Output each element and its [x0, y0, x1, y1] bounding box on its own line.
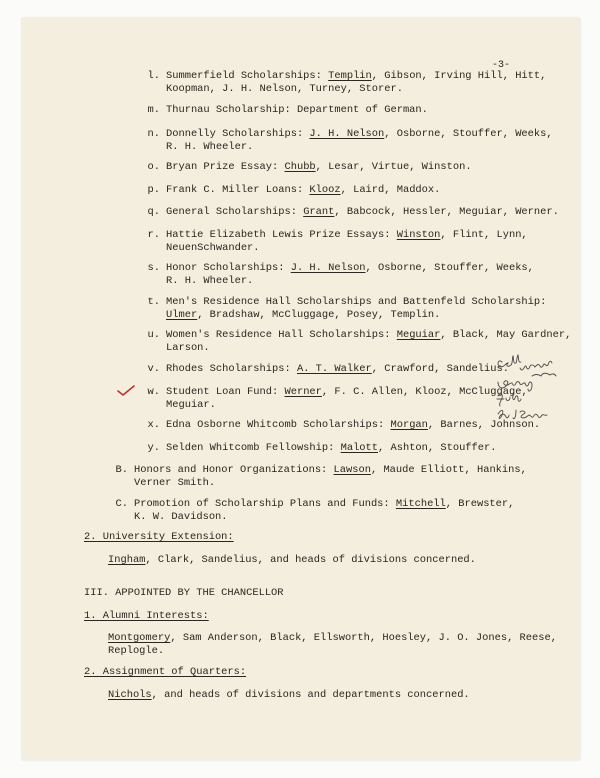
text-line	[166, 363, 509, 376]
item-letter: p.	[147, 184, 160, 196]
text-line	[166, 229, 528, 242]
text-line	[166, 161, 472, 174]
item-text	[166, 161, 472, 174]
text-line	[134, 477, 527, 490]
text-line	[166, 70, 546, 83]
text-line	[166, 309, 546, 322]
text-run: Edna Osborne Whitcomb Scholarships:	[166, 419, 391, 431]
item-letter: l.	[147, 70, 160, 82]
text-run: Thurnau Scholarship: Department of German.	[166, 104, 428, 116]
chair-name: Ulmer	[166, 308, 198, 321]
chair-name: Mitchell	[395, 498, 446, 510]
item-letter: x.	[147, 419, 160, 431]
text-run: Koopman, J. H. Nelson, Turney, Storer.	[166, 82, 403, 95]
text-line	[166, 296, 546, 309]
alumni-members	[108, 632, 557, 657]
text-line	[166, 275, 534, 288]
item-text	[166, 386, 528, 411]
text-run: Verner Smith.	[134, 476, 216, 489]
text-line	[166, 104, 428, 117]
item-letter: s.	[147, 262, 160, 274]
item-letter: w.	[147, 386, 160, 398]
section-letter: B.	[115, 464, 128, 476]
section-text	[134, 464, 527, 489]
text-line	[134, 511, 514, 524]
item-text	[166, 296, 546, 321]
extension-heading: 2. University Extension:	[84, 531, 234, 543]
text-run: Hattie Elizabeth Lewis Prize Essays:	[166, 229, 397, 241]
text-run: Women's Residence Hall Scholarships:	[166, 329, 397, 341]
item-text	[166, 329, 571, 354]
chair-name: Ingham	[108, 554, 146, 566]
quarters-heading: 2. Assignment of Quarters:	[84, 666, 247, 678]
chair-name: Nichols	[108, 689, 152, 701]
page-number: -3-	[492, 60, 511, 71]
text-run: , Barnes, Johnson.	[427, 419, 541, 431]
text-run: Meguiar.	[166, 398, 216, 411]
text-line	[166, 206, 559, 219]
text-run: , Laird, Maddox.	[340, 184, 441, 196]
text-line	[166, 399, 528, 412]
text-run: , Flint, Lynn,	[440, 229, 528, 241]
item-letter: r.	[147, 229, 160, 241]
text-run: Promotion of Scholarship Plans and Funds:	[134, 498, 396, 510]
text-run: K. W. Davidson.	[134, 510, 228, 523]
text-run: , Lesar, Virtue, Winston.	[315, 161, 472, 173]
text-run: , Crawford, Sandelius.	[371, 363, 509, 375]
text-run: Larson.	[166, 341, 210, 354]
item-text	[166, 229, 528, 254]
item-text	[166, 442, 497, 455]
text-line	[166, 262, 534, 275]
chair-name: Templin	[328, 70, 372, 82]
text-run: Replogle.	[108, 644, 165, 657]
text-line	[166, 329, 571, 342]
handwritten-note	[496, 352, 586, 424]
text-line	[108, 632, 557, 645]
text-line	[166, 184, 440, 197]
text-run: Rhodes Scholarships:	[166, 363, 297, 375]
text-run: , Ashton, Stouffer.	[378, 442, 497, 454]
text-line	[166, 128, 553, 141]
item-letter: y.	[147, 442, 160, 454]
chair-name: Malott	[340, 442, 379, 454]
text-run: , and heads of divisions and departments concerned.	[151, 689, 470, 701]
item-letter: t.	[147, 296, 160, 308]
text-line	[166, 242, 528, 255]
checkmark-icon	[116, 384, 136, 398]
chair-name: Werner	[284, 386, 322, 398]
chair-name: Grant	[303, 206, 335, 218]
item-letter: n.	[147, 128, 160, 140]
item-letter: m.	[147, 104, 160, 116]
text-run: , Osborne, Stouffer, Weeks,	[384, 128, 553, 140]
text-run: , Brewster,	[445, 498, 515, 510]
item-text	[166, 70, 546, 95]
text-line	[166, 386, 528, 399]
item-text	[166, 363, 509, 376]
text-run: Student Loan Fund:	[166, 386, 285, 398]
text-run: , F. C. Allen, Klooz, McCluggage,	[321, 386, 528, 398]
item-text	[166, 184, 440, 197]
text-run: , Black, May Gardner,	[440, 329, 572, 341]
text-run: , Clark, Sandelius, and heads of divisions concerned.	[145, 554, 476, 566]
text-run: Selden Whitcomb Fellowship:	[166, 442, 341, 454]
item-letter: o.	[147, 161, 160, 173]
item-text	[166, 206, 559, 219]
text-run: , Osborne, Stouffer, Weeks,	[365, 262, 534, 274]
item-letter: u.	[147, 329, 160, 341]
text-run: Frank C. Miller Loans:	[166, 184, 310, 196]
chair-name: Morgan	[390, 419, 428, 431]
text-run: General Scholarships:	[166, 206, 304, 218]
text-run: Donnelly Scholarships:	[166, 128, 310, 140]
chair-name: J. H. Nelson	[309, 128, 385, 140]
chair-name: Montgomery	[108, 632, 171, 644]
text-run: R. H. Wheeler.	[166, 140, 254, 153]
section-text	[134, 498, 514, 523]
text-run: Men's Residence Hall Scholarships and Battenfeld Scholarship:	[166, 296, 547, 308]
alumni-heading: 1. Alumni Interests:	[84, 610, 209, 622]
item-text	[166, 104, 428, 117]
text-run: Bryan Prize Essay:	[166, 161, 285, 173]
text-line	[134, 498, 514, 511]
text-line	[166, 419, 540, 432]
quarters-members	[108, 689, 470, 702]
chair-name: Meguiar	[396, 329, 441, 341]
item-letter: v.	[147, 363, 160, 375]
text-line	[166, 442, 497, 455]
text-run: Honors and Honor Organizations:	[134, 464, 334, 476]
chair-name: Lawson	[333, 464, 371, 476]
text-run: Summerfield Scholarships:	[166, 70, 329, 82]
text-line	[166, 83, 546, 96]
text-run: , Gibson, Irving Hill, Hitt,	[371, 70, 547, 82]
text-line	[108, 689, 470, 702]
text-run: , Bradshaw, McCluggage, Posey, Templin.	[197, 308, 441, 321]
section-letter: C.	[115, 498, 128, 510]
item-text	[166, 262, 534, 287]
chair-name: A. T. Walker	[296, 363, 372, 375]
text-line	[134, 464, 527, 477]
text-run: Honor Scholarships:	[166, 262, 291, 274]
item-text	[166, 419, 540, 432]
text-run: , Sam Anderson, Black, Ellsworth, Hoesley, J. O. Jones, Reese,	[170, 632, 557, 644]
part-three-heading: III. APPOINTED BY THE CHANCELLOR	[84, 587, 284, 599]
chair-name: J. H. Nelson	[290, 262, 366, 274]
chair-name: Klooz	[309, 184, 341, 196]
item-text	[166, 128, 553, 153]
chair-name: Chubb	[284, 161, 316, 173]
text-run: , Babcock, Hessler, Meguiar, Werner.	[334, 206, 559, 218]
text-line	[108, 645, 557, 658]
item-letter: q.	[147, 206, 160, 218]
text-run: , Maude Elliott, Hankins,	[370, 464, 527, 476]
chair-name: Winston	[396, 229, 441, 241]
extension-members	[108, 554, 476, 567]
text-line	[166, 141, 553, 154]
text-run: NeuenSchwander.	[166, 241, 260, 254]
text-run: R. H. Wheeler.	[166, 274, 254, 287]
